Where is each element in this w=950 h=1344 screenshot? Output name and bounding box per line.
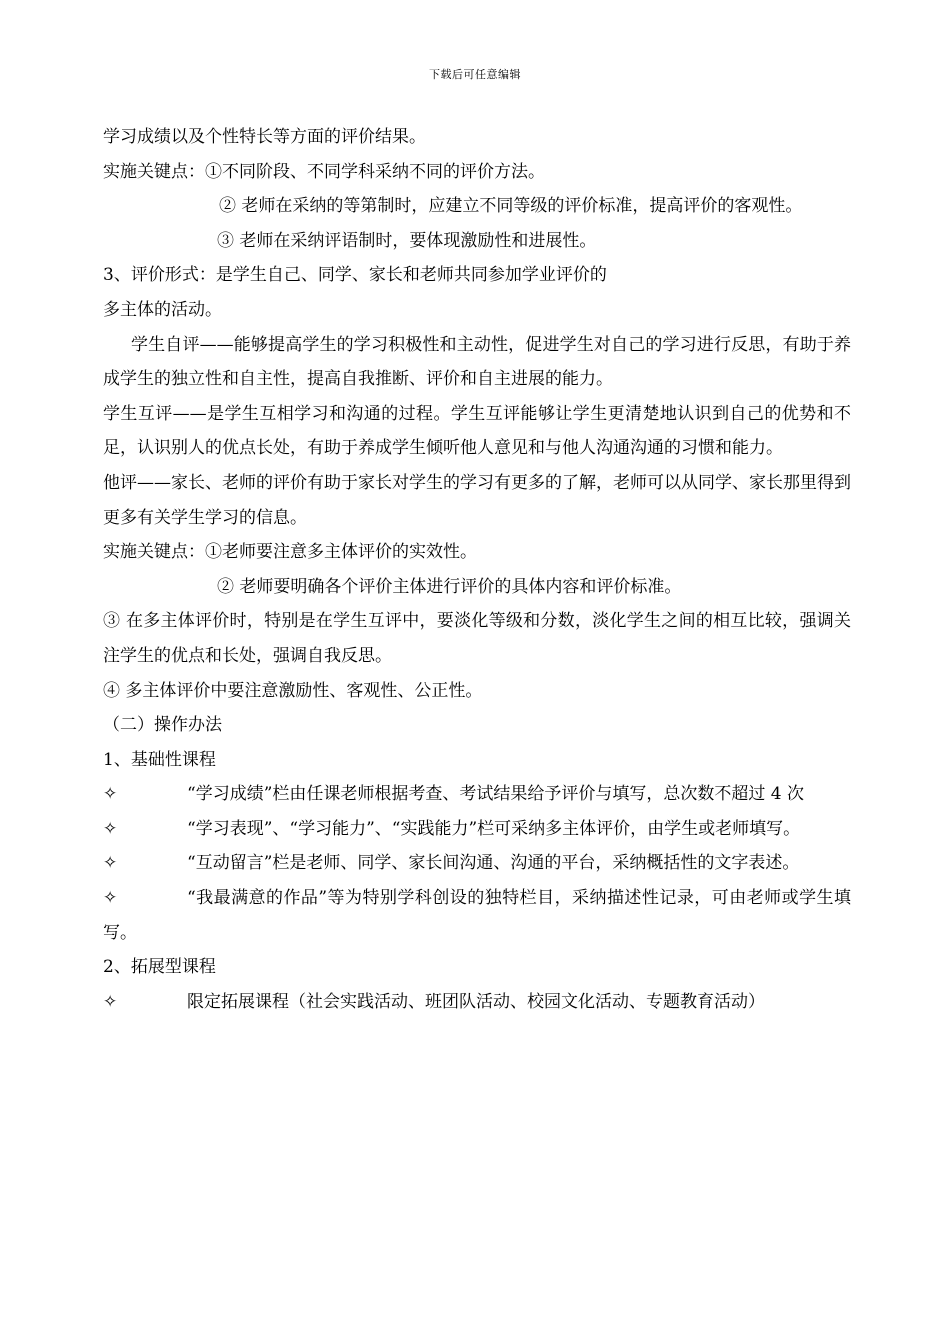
paragraph-key-point-3: ③ 老师在采纳评语制时，要体现激励性和进展性。 (217, 230, 597, 251)
paragraph-peer-eval: 学生互评——是学生互相学习和沟通的过程。学生互评能够让学生更清楚地认识到自己的优势和不足，认识别人的优点长处，有助于养成学生倾听他人意见和与他人沟通沟通的习惯和能力。 (103, 403, 851, 459)
bullet-item-3 (103, 846, 851, 881)
paragraph-key-point-2: ② 老师在采纳的等第制时，应建立不同等级的评价标准，提高评价的客观性。 (219, 196, 803, 217)
paragraph-key-point-b4: ④ 多主体评价中要注意激励性、客观性、公正性。 (103, 680, 483, 701)
diamond-bullet-icon: ✧ (103, 991, 118, 1012)
paragraph-self-eval: 学生自评——能够提高学生的学习积极性和主动性，促进学生对自己的学习进行反思，有助于养成学生的独立性和自主性，提高自我推断、评价和自主进展的能力。 (103, 334, 851, 390)
bullet-text-3: “互动留言”栏是老师、同学、家长间沟通、沟通的平台，采纳概括性的文字表述。 (187, 853, 800, 874)
bullet-item-1 (103, 777, 851, 812)
paragraph-key-point-1: 实施关键点：①不同阶段、不同学科采纳不同的评价方法。 (103, 161, 545, 182)
paragraph-other-eval: 他评——家长、老师的评价有助于家长对学生的学习有更多的了解，老师可以从同学、家长那里得到更多有关学生学习的信息。 (103, 472, 851, 528)
section-heading-basic-course: 1、基础性课程 (103, 749, 216, 770)
paragraph-key-point-b1: 实施关键点：①老师要注意多主体评价的实效性。 (103, 542, 477, 563)
bullet-text-4: “我最满意的作品”等为特别学科创设的独特栏目，采纳描述性记录，可由老师或学生填写。 (103, 888, 851, 943)
section-heading-operation: （二）操作办法 (103, 715, 222, 736)
paragraph-key-point-b3: ③ 在多主体评价时，特别是在学生互评中，要淡化等级和分数，淡化学生之间的相互比较，强调关注学生的优点和长处，强调自我反思。 (103, 611, 851, 666)
section-heading-extended-course: 2、拓展型课程 (103, 957, 216, 978)
diamond-bullet-icon: ✧ (103, 888, 118, 909)
document-body (103, 120, 851, 1019)
diamond-bullet-icon: ✧ (103, 784, 118, 805)
bullet-item-5 (103, 985, 851, 1020)
diamond-bullet-icon: ✧ (103, 853, 118, 874)
paragraph-line-1: 学习成绩以及个性特长等方面的评价结果。 (103, 127, 426, 147)
paragraph-section-3: 3、评价形式：是学生自己、同学、家长和老师共同参加学业评价的 (103, 265, 607, 286)
paragraph-key-point-b2: ② 老师要明确各个评价主体进行评价的具体内容和评价标准。 (217, 576, 682, 597)
bullet-item-2 (103, 812, 851, 847)
paragraph-section-3-cont: 多主体的活动。 (103, 299, 222, 320)
bullet-item-4 (103, 881, 851, 950)
page-header: 下载后可任意编辑 (429, 68, 521, 81)
bullet-text-2: “学习表现”、“学习能力”、“实践能力”栏可采纳多主体评价，由学生或老师填写。 (187, 818, 801, 839)
bullet-text-1: “学习成绩”栏由任课老师根据考查、考试结果给予评价与填写，总次数不超过 4 次 (187, 784, 805, 805)
diamond-bullet-icon: ✧ (103, 818, 118, 839)
bullet-text-5: 限定拓展课程（社会实践活动、班团队活动、校园文化活动、专题教育活动） (187, 991, 765, 1012)
